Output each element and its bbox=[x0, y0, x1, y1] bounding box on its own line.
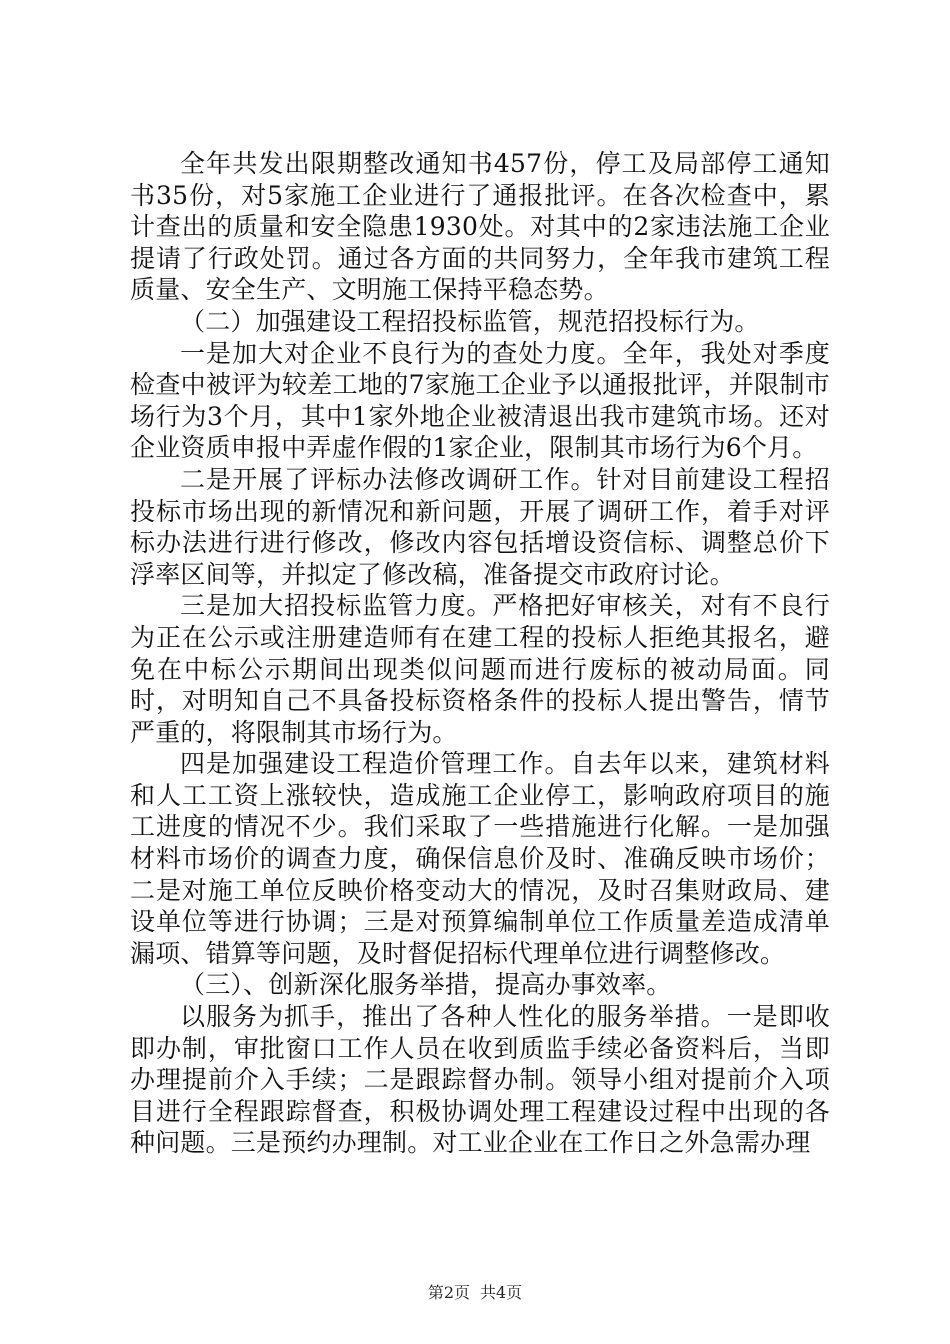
paragraph-misconduct: 一是加大对企业不良行为的查处力度。全年，我处对季度检查中被评为较差工地的7家施工企业予以通报批评，并限制市场行为3个月，其中1家外地企业被清退出我市建筑市场。还对企业资质申报中弄虚作假的1家企业，限制其市场行为6个月。 bbox=[130, 338, 830, 463]
section-heading-bidding: （二）加强建设工程招投标监管，规范招投标行为。 bbox=[180, 306, 760, 336]
paragraph-service-measures: 以服务为抓手，推出了各种人性化的服务举措。一是即收即办制，审批窗口工作人员在收到质监手续必备资料后，当即办理提前介入手续；二是跟踪督办制。领导小组对提前介入项目进行全程跟踪督查，积极协调处理工程建设过程中出现的各种问题。三是预约办理制。对工业企业在工作日之外急需办理 bbox=[130, 1002, 830, 1158]
body-text bbox=[130, 148, 830, 1159]
paragraph-bidding-supervision: 三是加大招投标监管力度。严格把好审核关，对有不良行为正在公示或注册建造师有在建工程的投标人拒绝其报名，避免在中标公示期间出现类似问题而进行废标的被动局面。同时，对明知自己不具备投标资格条件的投标人提出警告，情节严重的，将限制其市场行为。 bbox=[130, 591, 830, 747]
total-pages: 共4页 bbox=[480, 1283, 523, 1302]
page-number: 第2页 bbox=[427, 1283, 470, 1302]
paragraph-inspection-summary: 全年共发出限期整改通知书457份，停工及局部停工通知书35份，对5家施工企业进行了通报批评。在各次检查中，累计查出的质量和安全隐患1930处。对其中的2家违法施工企业提请了行政处罚。通过各方面的共同努力，全年我市建筑工程质量、安全生产、文明施工保持平稳态势。 bbox=[130, 149, 830, 305]
section-heading-service: （三）、创新深化服务举措，提高办事效率。 bbox=[180, 970, 672, 1000]
page-footer bbox=[0, 1280, 950, 1303]
paragraph-cost-management: 四是加强建设工程造价管理工作。自去年以来，建筑材料和人工工资上涨较快，造成施工企业停工，影响政府项目的施工进度的情况不少。我们采取了一些措施进行化解。一是加强材料市场价的调查力度，确保信息价及时、准确反映市场价；二是对施工单位反映价格变动大的情况，及时召集财政局、建设单位等进行协调；三是对预算编制单位工作质量差造成清单漏项、错算等问题，及时督促招标代理单位进行调整修改。 bbox=[130, 749, 830, 968]
paragraph-evaluation-method: 二是开展了评标办法修改调研工作。针对目前建设工程招投标市场出现的新情况和新问题，开展了调研工作，着手对评标办法进行进行修改，修改内容包括增设资信标、调整总价下浮率区间等，并拟定了修改稿，准备提交市政府讨论。 bbox=[130, 464, 830, 589]
